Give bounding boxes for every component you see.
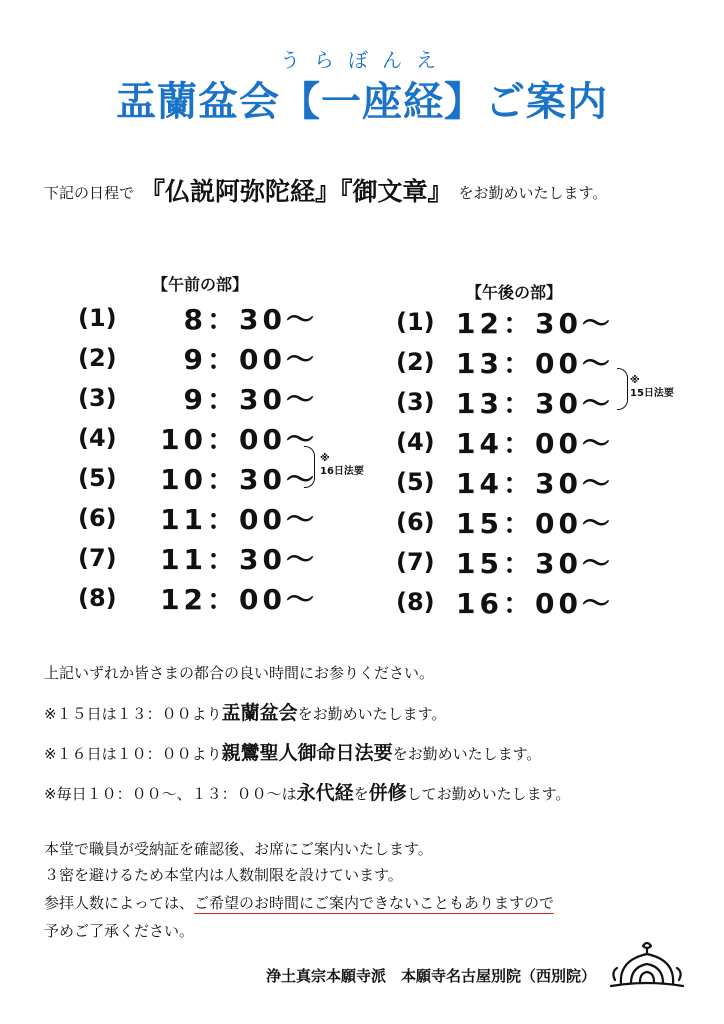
intro-post: をお勤めいたします。 [458,184,608,202]
note-mark: ※ [630,375,640,386]
afternoon-slot [396,462,636,502]
temple-logo-icon [607,940,687,990]
note-line-4-em1: 永代経 [296,782,354,804]
slot-time: 11：00～ [160,503,318,536]
note-line-4 [44,778,570,805]
afternoon-note-brace [617,368,628,410]
note-line-3 [44,738,541,765]
slot-time: 10：00～ [160,423,318,456]
slot-time: 13：30～ [456,387,614,420]
note-line-3-post: をお勤めいたします。 [392,745,542,763]
morning-slot [78,338,318,378]
info-line-3-pre: 参拝人数によっては、 [44,894,195,912]
slot-number: (7) [78,544,117,572]
afternoon-slot [396,342,636,382]
slot-time: 16：00～ [456,587,614,620]
slot-time: 12：30～ [456,307,614,340]
intro-sutras: 『仏説阿弥陀経』『御文章』 [140,177,453,206]
slot-number: (1) [78,304,117,332]
note-line-3-em: 親鸞聖人御命日法要 [221,742,393,764]
note-mark: ※ [320,453,330,464]
slot-number: (4) [78,424,117,452]
intro-line [44,172,607,208]
footer-organization: 浄土真宗本願寺派 本願寺名古屋別院（西別院） [265,967,596,985]
note-line-4-pre: ※毎日１０：００～、１３：００～は [44,785,297,803]
afternoon-slot [396,422,636,462]
slot-time: 11：30～ [160,543,318,576]
note-line-2-em: 盂蘭盆会 [221,702,298,724]
slot-number: (6) [78,504,117,532]
afternoon-note [630,374,674,400]
slot-number: (5) [78,464,117,492]
note-line-1: 上記いずれか皆さまの都合の良い時間にお参りください。 [44,664,435,682]
note-text: 15日法要 [630,388,674,399]
slot-number: (6) [396,508,435,536]
slot-number: (3) [78,384,117,412]
title-ruby: うらぼんえ [280,48,450,72]
morning-slot [78,498,318,538]
intro-pre: 下記の日程で [44,184,135,202]
note-line-2-pre: ※１５日は１３：００より [44,705,222,723]
slot-time: 9：30～ [183,383,318,416]
afternoon-slot [396,302,636,342]
slot-time: 14：30～ [456,467,614,500]
note-line-4-em2: 併修 [368,782,407,804]
slot-number: (7) [396,548,435,576]
slot-time: 9：00～ [183,343,318,376]
morning-schedule [78,298,318,618]
afternoon-slot [396,502,636,542]
morning-heading: 【午前の部】 [152,275,249,294]
note-line-2 [44,698,446,725]
morning-slot [78,458,318,498]
afternoon-schedule [396,302,636,622]
slot-number: (8) [396,588,435,616]
slot-time: 8：30～ [183,303,318,336]
slot-number: (5) [396,468,435,496]
morning-slot [78,298,318,338]
note-line-4-post: してお勤めいたします。 [406,785,571,803]
morning-slot [78,418,318,458]
slot-time: 10：30～ [160,463,318,496]
info-line-1: 本堂で職員が受納証を確認後、お席にご案内いたします。 [44,840,433,858]
note-line-3-pre: ※１６日は１０：００より [44,745,222,763]
info-line-4: 予めご了承ください。 [44,922,195,940]
slot-number: (2) [396,348,435,376]
slot-time: 15：00～ [456,507,614,540]
info-line-3 [44,892,554,913]
slot-number: (1) [396,308,435,336]
slot-number: (3) [396,388,435,416]
slot-time: 14：00～ [456,427,614,460]
info-line-2: ３密を避けるため本堂内は人数制限を設けています。 [44,866,403,884]
afternoon-heading: 【午後の部】 [466,283,563,302]
page-title: 盂蘭盆会【一座経】ご案内 [116,79,608,125]
slot-number: (2) [78,344,117,372]
slot-number: (8) [78,584,117,612]
afternoon-slot [396,542,636,582]
afternoon-slot [396,582,636,622]
slot-time: 12：00～ [160,583,318,616]
slot-time: 15：30～ [456,547,614,580]
note-line-4-mid: を [353,785,369,803]
morning-note-brace [304,446,315,488]
morning-note [320,452,364,478]
morning-slot [78,578,318,618]
slot-number: (4) [396,428,435,456]
slot-time: 13：00～ [456,347,614,380]
note-line-2-post: をお勤めいたします。 [297,705,447,723]
afternoon-slot [396,382,636,422]
morning-slot [78,378,318,418]
info-line-3-underlined: ご希望のお時間にご案内できないこともありますので [194,894,555,912]
morning-slot [78,538,318,578]
note-text: 16日法要 [320,466,364,477]
